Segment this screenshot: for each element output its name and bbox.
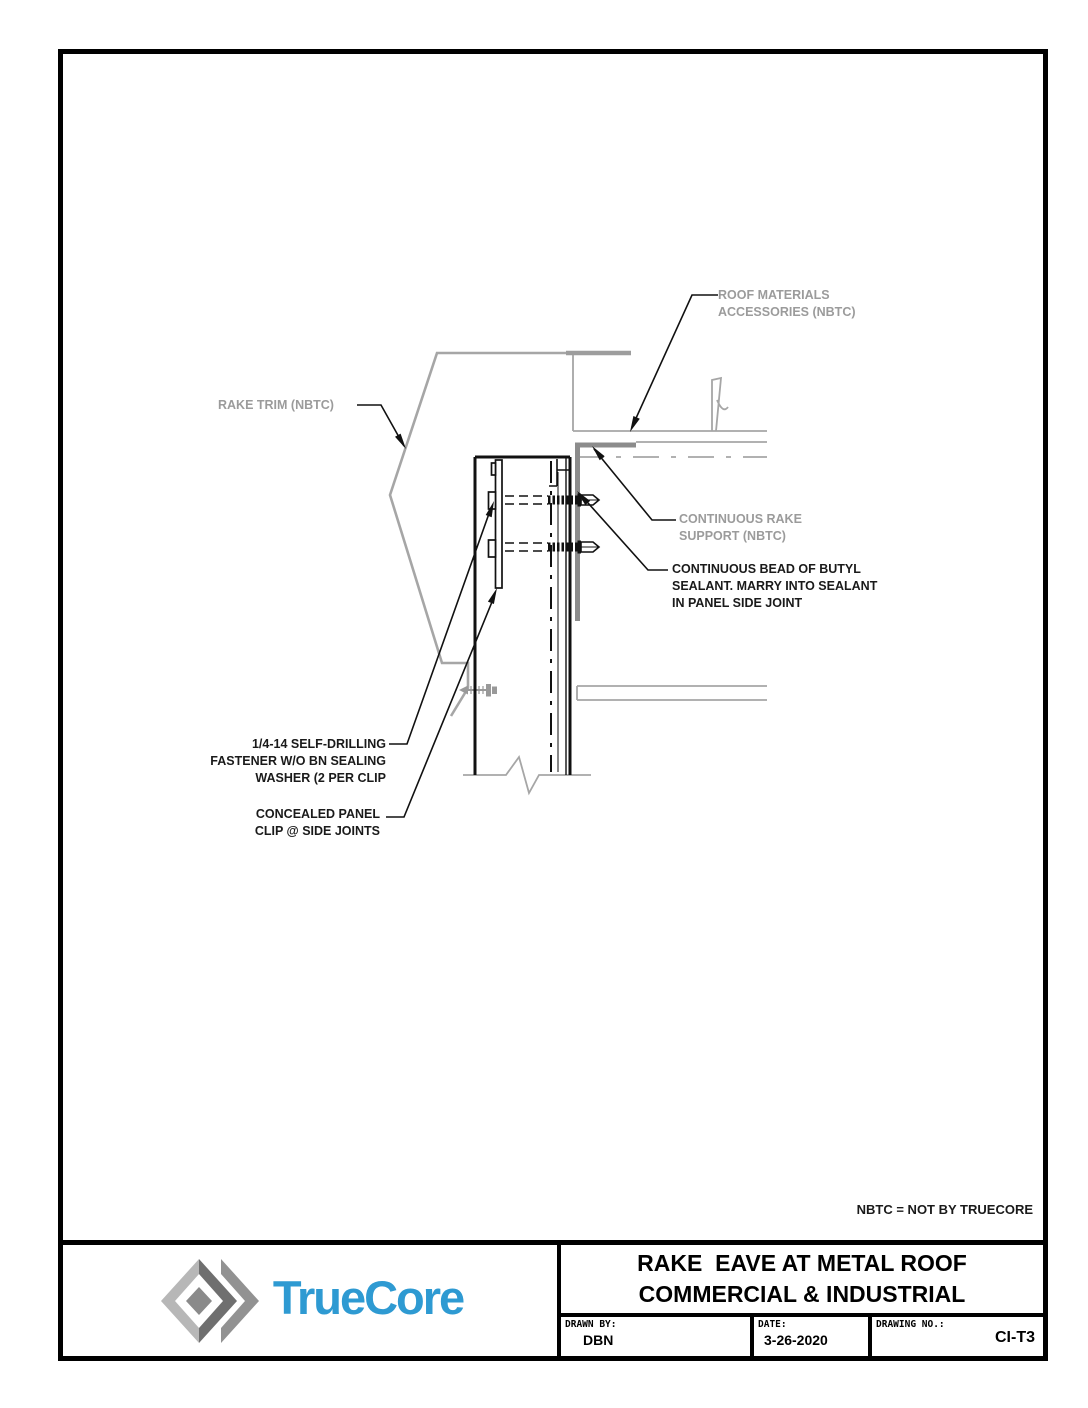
label-rake-support — [679, 511, 802, 545]
label-line: CONTINUOUS BEAD OF BUTYL — [672, 562, 861, 576]
label-line: 1/4-14 SELF-DRILLING — [251, 737, 386, 751]
date-label: DATE: — [758, 1319, 787, 1330]
title-block — [58, 1240, 1048, 1361]
sheet-border — [58, 49, 1048, 1245]
logo-cell — [63, 1245, 561, 1356]
drawing-no-value: CI-T3 — [995, 1329, 1035, 1346]
label-fastener — [150, 736, 386, 787]
drawing-no-label: DRAWING NO.: — [876, 1319, 945, 1330]
label-rake-trim — [218, 397, 334, 414]
drawing-no-cell — [872, 1317, 1043, 1356]
label-line: ACCESSORIES (NBTC) — [718, 305, 856, 319]
label-legend-note: NBTC = NOT BY TRUECORE — [856, 1202, 1033, 1217]
date-value: 3-26-2020 — [764, 1332, 828, 1348]
drawing-title-line2: COMMERCIAL & INDUSTRIAL — [638, 1281, 966, 1307]
drawing-title — [561, 1245, 1043, 1317]
drawing-title-line1: RAKE EAVE AT METAL ROOF — [637, 1250, 967, 1276]
label-butyl-sealant — [672, 561, 877, 612]
truecore-logo-text: TrueCore — [272, 1271, 464, 1324]
label-line: RAKE TRIM (NBTC) — [218, 398, 334, 412]
label-line: IN PANEL SIDE JOINT — [672, 596, 803, 610]
drawn-by-value: DBN — [583, 1332, 614, 1348]
label-line: FASTENER W/O BN SEALING — [210, 754, 386, 768]
label-line: WASHER (2 PER CLIP — [255, 771, 386, 785]
label-line: CONCEALED PANEL — [255, 807, 380, 821]
label-roof-materials — [718, 287, 856, 321]
title-block-fields — [561, 1317, 1043, 1356]
truecore-logo-icon — [157, 1255, 261, 1347]
label-line: CLIP @ SIDE JOINTS — [254, 824, 380, 838]
drawn-by-cell — [561, 1317, 754, 1356]
label-line: SUPPORT (NBTC) — [679, 529, 786, 543]
label-panel-clip — [150, 806, 380, 840]
label-line: SEALANT. MARRY INTO SEALANT — [672, 579, 878, 593]
title-block-right — [561, 1245, 1043, 1356]
date-cell — [754, 1317, 872, 1356]
label-line: CONTINUOUS RAKE — [679, 512, 802, 526]
drawn-by-label: DRAWN BY: — [565, 1319, 617, 1330]
label-line: ROOF MATERIALS — [718, 288, 830, 302]
